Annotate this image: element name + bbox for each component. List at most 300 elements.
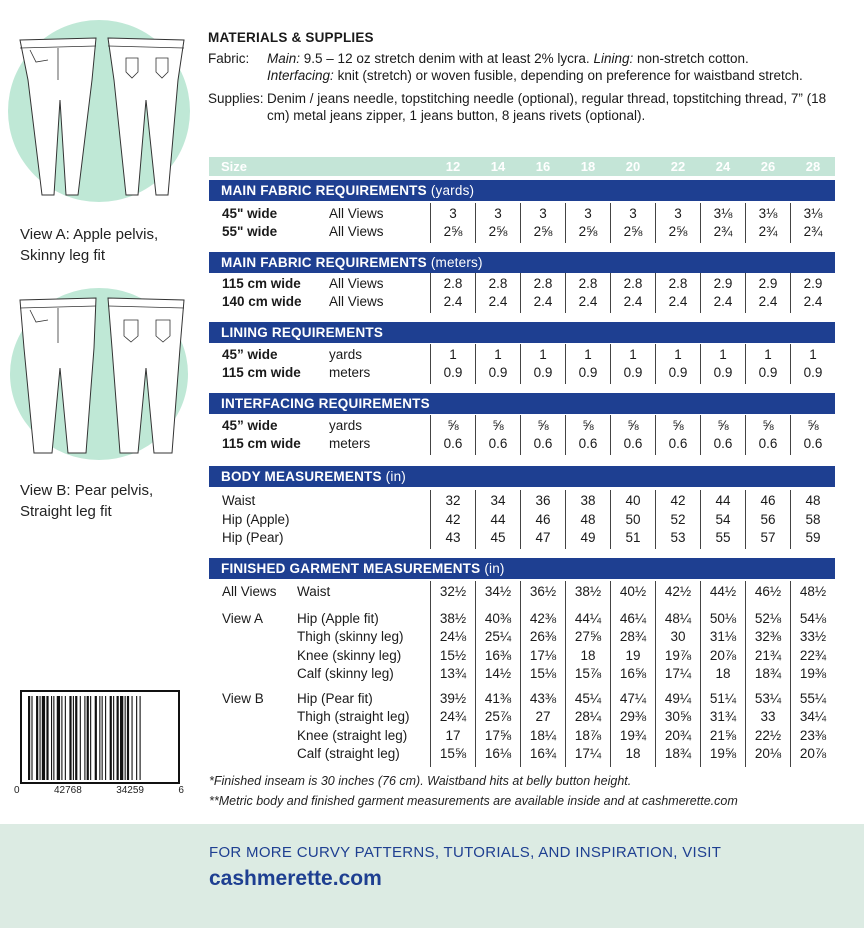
barcode-bar	[87, 696, 89, 780]
table-cell: 24¾	[439, 709, 467, 724]
barcode-bar	[113, 696, 114, 780]
column-divider	[565, 490, 566, 549]
barcode-bar	[120, 696, 123, 780]
column-divider	[475, 203, 476, 243]
table-row	[209, 666, 835, 684]
row-sublabel: Thigh (straight leg)	[297, 709, 410, 724]
table-row	[209, 294, 835, 312]
illustrations-column	[0, 0, 200, 820]
section-header-lining: LINING REQUIREMENTS	[209, 322, 835, 343]
table-cell: 40	[625, 493, 641, 508]
view-a-caption: View A: Apple pelvis, Skinny leg fit	[20, 226, 159, 264]
table-cell: 42½	[664, 584, 692, 599]
table-cell: 1	[809, 347, 817, 362]
table-row	[209, 276, 835, 294]
table-cell: 55¼	[799, 691, 827, 706]
jeans-view-a-drawing	[8, 20, 198, 210]
column-divider	[610, 344, 611, 384]
table-row	[209, 347, 835, 365]
table-cell: 42⅜	[529, 611, 557, 626]
table-cell: 0.9	[443, 365, 463, 380]
barcode-bar	[140, 696, 141, 780]
table-cell: 30⅝	[664, 709, 692, 724]
table-cell: 2⅝	[488, 224, 508, 239]
section-header-finished: FINISHED GARMENT MEASUREMENTS (in)	[209, 558, 835, 579]
column-divider	[520, 581, 521, 767]
table-row	[209, 493, 835, 511]
table-cell: 17⅝	[484, 728, 512, 743]
table-cell: 3	[494, 206, 502, 221]
column-divider	[610, 490, 611, 549]
row-sublabel: Calf (straight leg)	[297, 746, 400, 761]
table-cell: 0.9	[713, 365, 733, 380]
table-cell: 18⅞	[574, 728, 602, 743]
table-cell: 2.4	[803, 294, 823, 309]
column-divider	[430, 273, 431, 313]
table-row	[209, 584, 835, 602]
table-cell: 17¼	[574, 746, 602, 761]
column-divider	[520, 203, 521, 243]
barcode-bar	[136, 696, 137, 780]
table-cell: 0.9	[533, 365, 553, 380]
table-cell: 40⅜	[484, 611, 512, 626]
table-cell: 33½	[799, 629, 827, 644]
table-cell: 0.9	[668, 365, 688, 380]
table-cell: 25⅞	[484, 709, 512, 724]
column-divider	[610, 415, 611, 455]
barcode-bar	[73, 696, 74, 780]
table-cell: 43⅜	[529, 691, 557, 706]
website-link[interactable]: cashmerette.com	[209, 867, 382, 890]
table-cell: 36½	[529, 584, 557, 599]
size-column-header: 24	[715, 159, 731, 174]
table-cell: 50⅛	[709, 611, 737, 626]
row-label: All Views	[222, 584, 277, 599]
table-cell: 15⅞	[574, 666, 602, 681]
row-label: View A	[222, 611, 264, 626]
table-cell: 16⅜	[484, 648, 512, 663]
table-cell: 3	[629, 206, 637, 221]
table-cell: 29⅜	[619, 709, 647, 724]
row-label: 45” wide	[222, 418, 278, 433]
column-divider	[565, 344, 566, 384]
table-cell: 16⅝	[619, 666, 647, 681]
barcode	[20, 690, 180, 784]
column-divider	[790, 490, 791, 549]
table-cell: ⅝	[672, 418, 684, 433]
column-divider	[790, 344, 791, 384]
table-cell: 0.9	[803, 365, 823, 380]
barcode-bar	[84, 696, 85, 780]
size-column-header: 20	[625, 159, 641, 174]
table-cell: 32½	[439, 584, 467, 599]
table-cell: 2.4	[443, 294, 463, 309]
barcode-bar	[31, 696, 32, 780]
table-cell: 48	[580, 512, 596, 527]
table-cell: 0.6	[803, 436, 823, 451]
row-label: Waist	[222, 493, 256, 508]
table-cell: 15½	[439, 648, 467, 663]
table-cell: 2.9	[803, 276, 823, 291]
barcode-bar	[40, 696, 41, 780]
table-cell: 46¼	[619, 611, 647, 626]
barcode-bar	[53, 696, 54, 780]
table-cell: ⅝	[582, 418, 594, 433]
column-divider	[520, 490, 521, 549]
column-divider	[475, 273, 476, 313]
table-cell: 18¾	[754, 666, 782, 681]
barcode-bar	[75, 696, 77, 780]
table-cell: 2⅝	[623, 224, 643, 239]
table-row	[209, 206, 835, 224]
table-cell: 2.4	[533, 294, 553, 309]
table-cell: 20¾	[664, 728, 692, 743]
table-cell: 13¾	[439, 666, 467, 681]
barcode-bar	[95, 696, 97, 780]
materials-title: MATERIALS & SUPPLIES	[208, 30, 374, 45]
column-divider	[430, 344, 431, 384]
table-cell: 49¼	[664, 691, 692, 706]
table-cell: 31⅛	[709, 629, 737, 644]
column-divider	[655, 344, 656, 384]
row-label: 115 cm wide	[222, 365, 301, 380]
table-cell: 18	[625, 746, 641, 761]
row-label: 115 cm wide	[222, 436, 301, 451]
table-cell: 46	[535, 512, 551, 527]
table-cell: 52⅛	[754, 611, 782, 626]
table-cell: 21¾	[754, 648, 782, 663]
table-cell: 2.8	[578, 276, 598, 291]
table-cell: 31¾	[709, 709, 737, 724]
table-cell: ⅝	[762, 418, 774, 433]
table-cell: 32⅜	[754, 629, 782, 644]
table-cell: 2⅝	[668, 224, 688, 239]
table-cell: 20⅞	[709, 648, 737, 663]
barcode-bar	[61, 696, 62, 780]
column-divider	[745, 273, 746, 313]
table-cell: 58	[805, 512, 821, 527]
table-cell: 3⅛	[713, 206, 733, 221]
table-cell: 2¾	[713, 224, 733, 239]
table-cell: 36	[535, 493, 551, 508]
column-divider	[565, 273, 566, 313]
table-cell: 19⅝	[709, 746, 737, 761]
column-divider	[475, 415, 476, 455]
row-sublabel: All Views	[329, 224, 384, 239]
table-cell: 0.6	[713, 436, 733, 451]
table-cell: 48½	[799, 584, 827, 599]
barcode-bar	[110, 696, 112, 780]
table-cell: 0.6	[578, 436, 598, 451]
table-cell: 24⅛	[439, 629, 467, 644]
column-divider	[610, 273, 611, 313]
table-cell: 48	[805, 493, 821, 508]
table-cell: 38½	[574, 584, 602, 599]
row-label: 140 cm wide	[222, 294, 302, 309]
table-cell: 28¾	[619, 629, 647, 644]
table-cell: 51	[625, 530, 641, 545]
table-cell: 3	[584, 206, 592, 221]
table-cell: 15⅛	[529, 666, 557, 681]
column-divider	[700, 273, 701, 313]
row-sublabel: meters	[329, 365, 371, 380]
column-divider	[475, 581, 476, 767]
column-divider	[610, 203, 611, 243]
table-cell: 40½	[619, 584, 647, 599]
table-cell: 32	[445, 493, 461, 508]
table-cell: 45¼	[574, 691, 602, 706]
footnote-metric: **Metric body and finished garment measurements are available inside and at cashmerette.com	[209, 794, 738, 808]
table-cell: 0.6	[623, 436, 643, 451]
table-cell: 48¼	[664, 611, 692, 626]
table-cell: 21⅝	[709, 728, 737, 743]
barcode-bar	[132, 696, 133, 780]
table-cell: 19⅞	[664, 648, 692, 663]
table-cell: 2.4	[758, 294, 778, 309]
table-cell: 2.4	[488, 294, 508, 309]
size-header-row	[209, 157, 835, 176]
row-label: 115 cm wide	[222, 276, 301, 291]
size-column-header: 26	[760, 159, 776, 174]
table-cell: 44¼	[574, 611, 602, 626]
table-row	[209, 512, 835, 530]
column-divider	[430, 581, 431, 767]
table-cell: 2.8	[623, 276, 643, 291]
table-cell: 3	[449, 206, 457, 221]
barcode-bar	[102, 696, 103, 780]
table-cell: 44	[490, 512, 506, 527]
table-cell: 1	[539, 347, 547, 362]
table-cell: 1	[584, 347, 592, 362]
size-label: Size	[221, 159, 248, 174]
table-cell: 18¼	[529, 728, 557, 743]
column-divider	[700, 415, 701, 455]
column-divider	[655, 581, 656, 767]
section-header-interfacing: INTERFACING REQUIREMENTS	[209, 393, 835, 414]
table-cell: 2.9	[713, 276, 733, 291]
column-divider	[700, 344, 701, 384]
barcode-bar	[42, 696, 45, 780]
barcode-bar	[46, 696, 48, 780]
row-sublabel: Hip (Pear fit)	[297, 691, 373, 706]
barcode-bar	[117, 696, 119, 780]
table-cell: 2.4	[578, 294, 598, 309]
table-cell: 22½	[754, 728, 782, 743]
table-cell: 18	[580, 648, 596, 663]
table-cell: 53¼	[754, 691, 782, 706]
table-cell: 34¼	[799, 709, 827, 724]
table-cell: 2.9	[758, 276, 778, 291]
row-sublabel: All Views	[329, 294, 384, 309]
row-sublabel: Hip (Apple fit)	[297, 611, 379, 626]
column-divider	[475, 344, 476, 384]
table-cell: 19⅜	[799, 666, 827, 681]
column-divider	[745, 581, 746, 767]
table-cell: 27	[535, 709, 551, 724]
table-row	[209, 709, 835, 727]
row-sublabel: All Views	[329, 276, 384, 291]
table-cell: 22¾	[799, 648, 827, 663]
column-divider	[655, 273, 656, 313]
barcode-bar	[90, 696, 91, 780]
table-cell: 41⅜	[484, 691, 512, 706]
table-cell: 38	[580, 493, 596, 508]
column-divider	[790, 203, 791, 243]
table-cell: 56	[760, 512, 776, 527]
table-cell: 0.6	[533, 436, 553, 451]
table-cell: 0.9	[758, 365, 778, 380]
table-cell: ⅝	[537, 418, 549, 433]
table-cell: 20⅛	[754, 746, 782, 761]
barcode-bar	[127, 696, 129, 780]
column-divider	[430, 490, 431, 549]
table-cell: 2⅝	[578, 224, 598, 239]
view-a-illustration	[8, 20, 198, 210]
table-cell: 0.6	[488, 436, 508, 451]
table-cell: 25¼	[484, 629, 512, 644]
column-divider	[790, 273, 791, 313]
column-divider	[790, 581, 791, 767]
table-row	[209, 418, 835, 436]
table-cell: 27⅝	[574, 629, 602, 644]
table-cell: 18	[715, 666, 731, 681]
table-cell: ⅝	[717, 418, 729, 433]
table-cell: 19¾	[619, 728, 647, 743]
row-sublabel: yards	[329, 418, 363, 433]
barcode-bar	[125, 696, 126, 780]
table-cell: 47	[535, 530, 551, 545]
column-divider	[475, 490, 476, 549]
table-cell: 2.8	[668, 276, 688, 291]
row-label: Hip (Apple)	[222, 512, 290, 527]
table-cell: ⅝	[627, 418, 639, 433]
table-cell: 47¼	[619, 691, 647, 706]
table-cell: 44½	[709, 584, 737, 599]
table-cell: 45	[490, 530, 506, 545]
size-column-header: 14	[490, 159, 506, 174]
table-cell: 1	[719, 347, 727, 362]
barcode-bar	[69, 696, 71, 780]
column-divider	[430, 415, 431, 455]
table-cell: ⅝	[447, 418, 459, 433]
barcode-bar	[28, 696, 30, 780]
column-divider	[520, 415, 521, 455]
table-cell: 2.4	[623, 294, 643, 309]
jeans-view-b-drawing	[8, 288, 198, 468]
table-cell: 30	[670, 629, 686, 644]
table-cell: 2.8	[488, 276, 508, 291]
table-cell: 34½	[484, 584, 512, 599]
table-cell: 0.9	[578, 365, 598, 380]
table-cell: 3⅛	[758, 206, 778, 221]
table-cell: 0.6	[758, 436, 778, 451]
table-cell: 0.9	[623, 365, 643, 380]
table-cell: 14½	[484, 666, 512, 681]
table-cell: 2.4	[668, 294, 688, 309]
table-cell: 18¾	[664, 746, 692, 761]
column-divider	[790, 415, 791, 455]
column-divider	[520, 273, 521, 313]
barcode-bar	[105, 696, 106, 780]
table-cell: 54	[715, 512, 731, 527]
table-cell: 1	[674, 347, 682, 362]
table-cell: 52	[670, 512, 686, 527]
column-divider	[700, 490, 701, 549]
table-cell: 2⅝	[443, 224, 463, 239]
table-cell: 49	[580, 530, 596, 545]
table-cell: 57	[760, 530, 776, 545]
column-divider	[745, 415, 746, 455]
table-cell: 44	[715, 493, 731, 508]
barcode-bar	[65, 696, 66, 780]
table-row	[209, 224, 835, 242]
column-divider	[565, 581, 566, 767]
barcode-bars	[28, 696, 174, 780]
row-sublabel: All Views	[329, 206, 384, 221]
column-divider	[745, 344, 746, 384]
table-cell: 0.6	[443, 436, 463, 451]
row-sublabel: meters	[329, 436, 371, 451]
table-cell: 1	[629, 347, 637, 362]
row-sublabel: Thigh (skinny leg)	[297, 629, 404, 644]
table-row	[209, 746, 835, 764]
size-column-header: 16	[535, 159, 551, 174]
column-divider	[700, 203, 701, 243]
table-cell: ⅝	[807, 418, 819, 433]
row-sublabel: Knee (skinny leg)	[297, 648, 402, 663]
table-cell: 3	[539, 206, 547, 221]
table-cell: 3	[674, 206, 682, 221]
row-label: 45” wide	[222, 347, 278, 362]
table-cell: 2¾	[758, 224, 778, 239]
column-divider	[700, 581, 701, 767]
table-cell: 59	[805, 530, 821, 545]
table-cell: 19	[625, 648, 641, 663]
promo-text: FOR MORE CURVY PATTERNS, TUTORIALS, AND INSPIRATION, VISIT	[209, 844, 722, 861]
table-cell: 2.8	[533, 276, 553, 291]
table-cell: 17¼	[664, 666, 692, 681]
table-cell: 0.6	[668, 436, 688, 451]
size-column-header: 18	[580, 159, 596, 174]
table-row	[209, 611, 835, 629]
table-cell: 2¾	[803, 224, 823, 239]
barcode-bar	[80, 696, 81, 780]
column-divider	[565, 203, 566, 243]
table-row	[209, 365, 835, 383]
table-cell: 53	[670, 530, 686, 545]
table-cell: 55	[715, 530, 731, 545]
table-cell: 39½	[439, 691, 467, 706]
table-cell: 54⅛	[799, 611, 827, 626]
footnote-inseam: *Finished inseam is 30 inches (76 cm). Waistband hits at belly button height.	[209, 774, 632, 788]
view-b-caption: View B: Pear pelvis, Straight leg fit	[20, 482, 154, 520]
column-divider	[655, 415, 656, 455]
section-header-body: BODY MEASUREMENTS (in)	[209, 466, 835, 487]
table-cell: 16¾	[529, 746, 557, 761]
table-cell: 46	[760, 493, 776, 508]
barcode-bar	[51, 696, 52, 780]
table-cell: 42	[670, 493, 686, 508]
table-cell: 23⅜	[799, 728, 827, 743]
table-cell: ⅝	[492, 418, 504, 433]
table-cell: 2⅝	[533, 224, 553, 239]
barcode-bar	[36, 696, 38, 780]
table-cell: 50	[625, 512, 641, 527]
view-b-illustration	[8, 288, 198, 468]
barcode-bar	[57, 696, 60, 780]
table-cell: 17	[445, 728, 461, 743]
size-column-header: 28	[805, 159, 821, 174]
